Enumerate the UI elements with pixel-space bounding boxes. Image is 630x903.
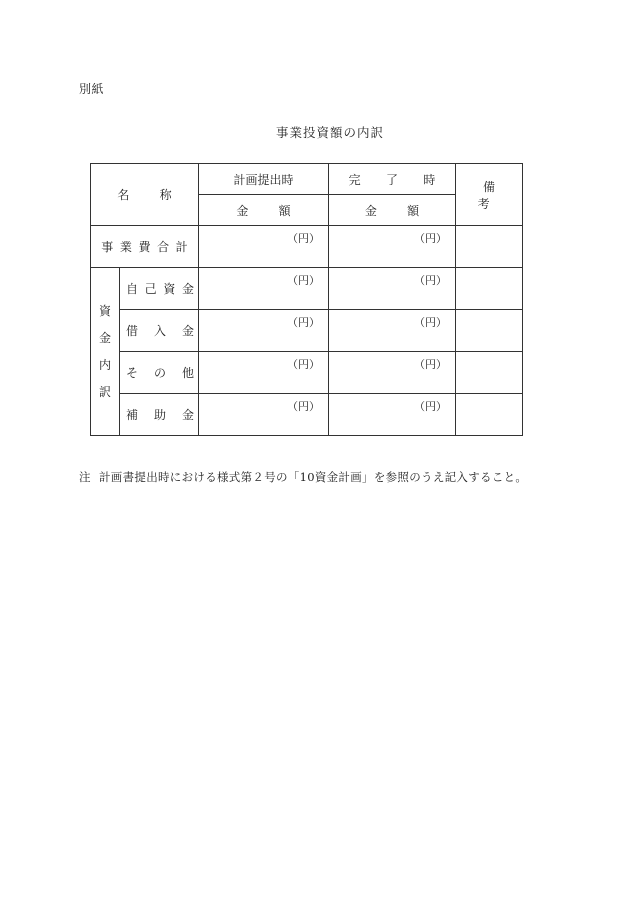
funding-label-char: 内 bbox=[98, 357, 111, 372]
funding-breakdown-label bbox=[91, 268, 120, 436]
header-completion-amount: 金 額 bbox=[364, 203, 433, 218]
funding-item-label: 借入金 bbox=[126, 324, 194, 338]
funding-label-char: 金 bbox=[98, 330, 111, 345]
funding-label-char: 資 bbox=[98, 303, 111, 318]
header-plan-amount: 金 額 bbox=[236, 203, 304, 218]
funding-item-label: 補助金 bbox=[126, 408, 194, 422]
header-completion-amount-cell bbox=[329, 195, 456, 226]
funding-plan-amount: （円） bbox=[199, 394, 329, 436]
header-plan-submission-cell bbox=[199, 164, 329, 195]
header-plan-submission: 計画提出時 bbox=[233, 172, 294, 187]
funding-item-label: 自己資金 bbox=[126, 282, 194, 296]
header-completion-cell bbox=[329, 164, 456, 195]
funding-plan-amount: （円） bbox=[199, 352, 329, 394]
funding-completion-amount: （円） bbox=[329, 394, 456, 436]
note-mark: 注 bbox=[79, 470, 91, 484]
note bbox=[79, 469, 527, 485]
header-remarks-cell bbox=[456, 164, 523, 226]
funding-remarks bbox=[456, 352, 523, 394]
header-remarks: 備 考 bbox=[477, 179, 506, 211]
investment-breakdown-table bbox=[90, 163, 523, 436]
funding-completion-amount: （円） bbox=[329, 352, 456, 394]
funding-item-label-cell bbox=[120, 394, 199, 436]
total-remarks bbox=[456, 226, 523, 268]
header-name-cell bbox=[91, 164, 199, 226]
total-label-cell bbox=[91, 226, 199, 268]
note-text: 計画書提出時における様式第２号の「10資金計画」を参照のうえ記入すること。 bbox=[99, 470, 528, 484]
total-plan-amount: （円） bbox=[199, 226, 329, 268]
total-completion-amount: （円） bbox=[329, 226, 456, 268]
header-name: 名 称 bbox=[117, 188, 185, 202]
total-row bbox=[91, 226, 523, 268]
funding-item-label-cell bbox=[120, 352, 199, 394]
funding-row bbox=[91, 268, 523, 310]
funding-remarks bbox=[456, 310, 523, 352]
funding-row bbox=[91, 352, 523, 394]
attachment-label: 別紙 bbox=[79, 82, 105, 96]
funding-item-label: その他 bbox=[126, 366, 194, 380]
funding-item-label-cell bbox=[120, 310, 199, 352]
funding-plan-amount: （円） bbox=[199, 268, 329, 310]
document-title: 事業投資額の内訳 bbox=[275, 125, 384, 140]
funding-remarks bbox=[456, 394, 523, 436]
funding-remarks bbox=[456, 268, 523, 310]
funding-row bbox=[91, 310, 523, 352]
funding-label-char: 訳 bbox=[98, 384, 111, 399]
header-row bbox=[91, 164, 523, 195]
total-label: 事業費合計 bbox=[101, 240, 195, 254]
funding-completion-amount: （円） bbox=[329, 310, 456, 352]
header-plan-amount-cell bbox=[199, 195, 329, 226]
funding-plan-amount: （円） bbox=[199, 310, 329, 352]
header-completion: 完 了 時 bbox=[348, 172, 447, 187]
funding-completion-amount: （円） bbox=[329, 268, 456, 310]
funding-item-label-cell bbox=[120, 268, 199, 310]
funding-row bbox=[91, 394, 523, 436]
